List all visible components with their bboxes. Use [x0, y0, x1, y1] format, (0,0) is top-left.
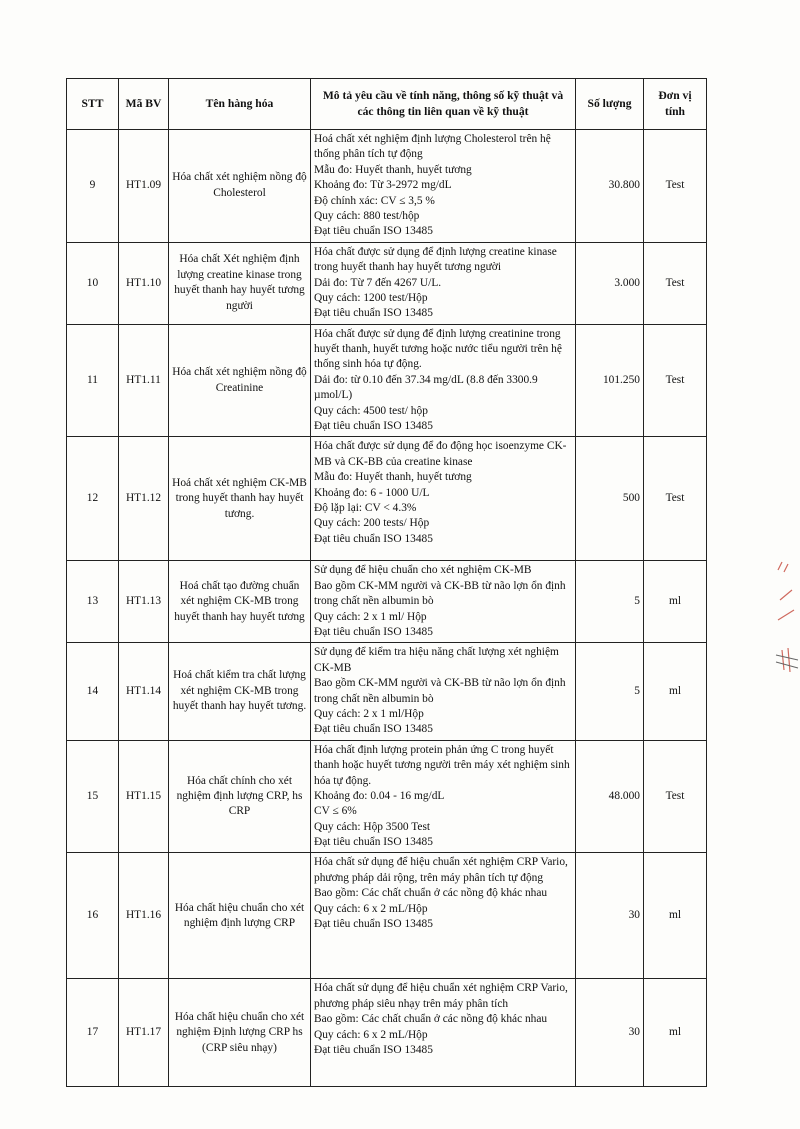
description-line: Quy cách: 880 test/hộp: [314, 209, 420, 222]
description-line: Quy cách: 2 x 1 ml/ Hộp: [314, 610, 427, 623]
row-stt: 13: [67, 561, 119, 643]
margin-handwritten-mark: [772, 560, 800, 680]
row-unit: ml: [644, 561, 707, 643]
table-row: [67, 979, 707, 1087]
row-unit: Test: [644, 130, 707, 243]
table-row: [67, 561, 707, 643]
description-line: Mẫu đo: Huyết thanh, huyết tương: [314, 163, 472, 176]
description-line: Khoảng đo: Từ 3-2972 mg/dL: [314, 179, 452, 192]
row-name: Hóa chất hiệu chuẩn cho xét nghiệm định lượng CRP: [169, 853, 311, 979]
description-line: Đạt tiêu chuẩn ISO 13485: [314, 836, 433, 849]
row-code: HT1.15: [119, 740, 169, 853]
header-description: Mô tả yêu cầu về tính năng, thông số kỹ thuật và các thông tin liên quan về kỹ thuật: [311, 79, 576, 130]
description-line: Hoá chất xét nghiệm định lượng Cholesterol trên hệ thống phân tích tự động: [314, 133, 551, 161]
description-line: Quy cách: 6 x 2 mL/Hộp: [314, 902, 428, 915]
description-line: Độ lặp lại: CV < 4.3%: [314, 501, 417, 514]
row-name: Hoá chất tạo đường chuẩn xét nghiệm CK-MB trong huyết thanh hay huyết tương: [169, 561, 311, 643]
description-line: Hóa chất định lượng protein phản ứng C trong huyết thanh hoặc huyết tương người trên máy xét nghiệm sinh hóa tự động.: [314, 743, 570, 787]
table-row: [67, 242, 707, 324]
description-line: phương pháp siêu nhạy trên máy phân tích: [314, 997, 509, 1010]
row-unit: ml: [644, 643, 707, 740]
row-code: HT1.09: [119, 130, 169, 243]
description-line: Đạt tiêu chuẩn ISO 13485: [314, 307, 433, 320]
row-description: [311, 979, 576, 1087]
row-description: [311, 324, 576, 437]
row-code: HT1.16: [119, 853, 169, 979]
description-line: CV ≤ 6%: [314, 805, 357, 818]
description-line: Đạt tiêu chuẩn ISO 13485: [314, 1044, 433, 1057]
description-line: Đạt tiêu chuẩn ISO 13485: [314, 625, 433, 638]
row-stt: 11: [67, 324, 119, 437]
row-description: [311, 437, 576, 561]
description-line: Dải đo: Từ 7 đến 4267 U/L.: [314, 276, 442, 289]
row-quantity: 5: [576, 561, 644, 643]
row-name: Hóa chất xét nghiệm nồng độ Cholesterol: [169, 130, 311, 243]
table-row: [67, 853, 707, 979]
table-row: [67, 643, 707, 740]
description-line: Độ chính xác: CV ≤ 3,5 %: [314, 194, 435, 207]
description-line: Đạt tiêu chuẩn ISO 13485: [314, 420, 433, 433]
row-quantity: 101.250: [576, 324, 644, 437]
description-line: Sử dụng để hiệu chuẩn cho xét nghiệm CK-MB: [314, 564, 532, 577]
description-line: phương pháp dải rộng, trên máy phân tích tự động: [314, 871, 544, 884]
row-code: HT1.13: [119, 561, 169, 643]
row-quantity: 5: [576, 643, 644, 740]
description-line: Dải đo: từ 0.10 đến 37.34 mg/dL (8.8 đến 3300.9 µmol/L): [314, 373, 538, 402]
row-description: [311, 740, 576, 853]
row-unit: Test: [644, 437, 707, 561]
header-stt: STT: [67, 79, 119, 130]
row-description: [311, 242, 576, 324]
description-line: Hóa chất sử dụng để hiệu chuẩn xét nghiệm CRP Vario,: [314, 856, 568, 869]
description-line: Bao gồm: Các chất chuẩn ở các nồng độ khác nhau: [314, 1013, 548, 1026]
description-line: Bao gồm CK-MM người và CK-BB từ não lợn ổn định trong chất nền albumin bò: [314, 677, 566, 705]
description-line: Khoảng đo: 6 - 1000 U/L: [314, 486, 430, 499]
description-line: Hóa chất được sử dụng để định lượng creatine kinase trong huyết thanh hay huyết tương người: [314, 245, 557, 274]
row-stt: 17: [67, 979, 119, 1087]
row-unit: Test: [644, 740, 707, 853]
row-quantity: 30: [576, 853, 644, 979]
row-code: HT1.10: [119, 242, 169, 324]
description-line: Hóa chất sử dụng để hiệu chuẩn xét nghiệm CRP Vario,: [314, 982, 568, 995]
header-name: Tên hàng hóa: [169, 79, 311, 130]
description-line: Đạt tiêu chuẩn ISO 13485: [314, 225, 433, 238]
row-code: HT1.12: [119, 437, 169, 561]
description-line: Quy cách: 200 tests/ Hộp: [314, 517, 430, 530]
row-stt: 14: [67, 643, 119, 740]
row-stt: 16: [67, 853, 119, 979]
row-name: Hóa chất xét nghiệm nồng độ Creatinine: [169, 324, 311, 437]
row-name: Hoá chất xét nghiệm CK-MB trong huyết thanh hay huyết tương.: [169, 437, 311, 561]
description-line: Bao gồm: Các chất chuẩn ở các nồng độ khác nhau: [314, 887, 548, 900]
row-code: HT1.17: [119, 979, 169, 1087]
specification-table: [66, 78, 707, 1087]
row-quantity: 30: [576, 979, 644, 1087]
description-line: Đạt tiêu chuẩn ISO 13485: [314, 532, 433, 545]
row-quantity: 3.000: [576, 242, 644, 324]
description-line: Quy cách: 2 x 1 ml/Hộp: [314, 707, 424, 720]
description-line: Đạt tiêu chuẩn ISO 13485: [314, 723, 433, 736]
header-quantity: Số lượng: [576, 79, 644, 130]
description-line: Bao gồm CK-MM người và CK-BB từ não lợn ổn định trong chất nền albumin bò: [314, 579, 566, 608]
row-stt: 12: [67, 437, 119, 561]
description-line: Quy cách: 4500 test/ hộp: [314, 404, 428, 417]
row-code: HT1.11: [119, 324, 169, 437]
row-description: [311, 643, 576, 740]
description-line: Khoảng đo: 0.04 - 16 mg/dL: [314, 789, 445, 802]
row-name: Hóa chất Xét nghiệm định lượng creatine kinase trong huyết thanh hay huyết tương người: [169, 242, 311, 324]
row-unit: ml: [644, 853, 707, 979]
row-stt: 15: [67, 740, 119, 853]
table-row: [67, 130, 707, 243]
row-quantity: 30.800: [576, 130, 644, 243]
table-body: [67, 130, 707, 1087]
row-unit: Test: [644, 242, 707, 324]
table-row: [67, 437, 707, 561]
row-name: Hóa chất chính cho xét nghiệm định lượng CRP, hs CRP: [169, 740, 311, 853]
row-name: Hóa chất hiệu chuẩn cho xét nghiệm Định lượng CRP hs (CRP siêu nhạy): [169, 979, 311, 1087]
row-description: [311, 130, 576, 243]
description-line: Sử dụng để kiểm tra hiệu năng chất lượng xét nghiệm CK-MB: [314, 646, 559, 674]
description-line: Hóa chất được sử dụng để định lượng creatinine trong huyết thanh, huyết tương hoặc nước tiểu người trên hệ thống sinh hóa tự động.: [314, 327, 562, 371]
row-stt: 9: [67, 130, 119, 243]
table-row: [67, 740, 707, 853]
description-line: Mẫu đo: Huyết thanh, huyết tương: [314, 471, 472, 484]
description-line: Quy cách: Hộp 3500 Test: [314, 820, 431, 833]
row-unit: ml: [644, 979, 707, 1087]
description-line: Quy cách: 1200 test/Hộp: [314, 291, 428, 304]
row-quantity: 500: [576, 437, 644, 561]
row-description: [311, 561, 576, 643]
description-line: Quy cách: 6 x 2 mL/Hộp: [314, 1028, 428, 1041]
row-name: Hoá chất kiểm tra chất lượng xét nghiệm CK-MB trong huyết thanh hay huyết tương.: [169, 643, 311, 740]
row-code: HT1.14: [119, 643, 169, 740]
description-line: Hóa chất được sử dụng để đo động học isoenzyme CK-MB và CK-BB của creatine kinase: [314, 440, 567, 468]
header-unit: Đơn vị tính: [644, 79, 707, 130]
row-unit: Test: [644, 324, 707, 437]
row-stt: 10: [67, 242, 119, 324]
row-description: [311, 853, 576, 979]
row-quantity: 48.000: [576, 740, 644, 853]
table-header-row: [67, 79, 707, 130]
table-row: [67, 324, 707, 437]
header-code: Mã BV: [119, 79, 169, 130]
description-line: Đạt tiêu chuẩn ISO 13485: [314, 918, 433, 931]
